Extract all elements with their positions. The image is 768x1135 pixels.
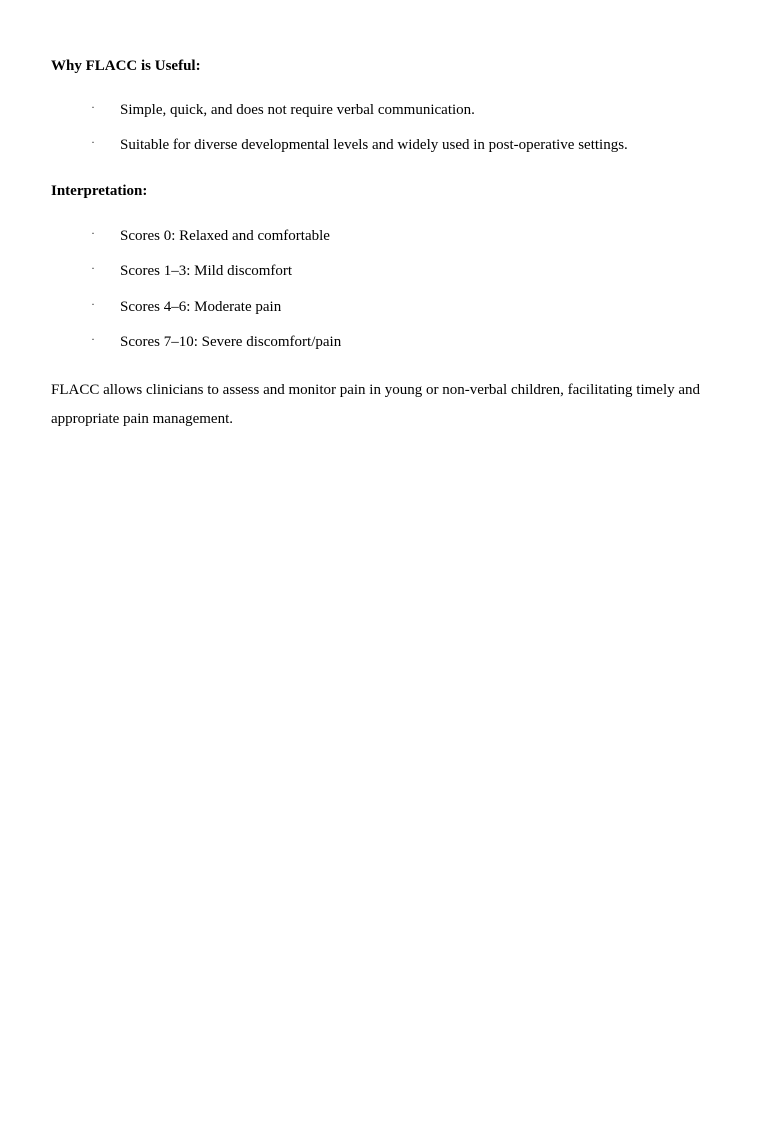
bullet-icon: · xyxy=(91,296,95,311)
list-item-text: Suitable for diverse developmental levels and widely used in post-operative settings. xyxy=(120,137,628,154)
list-item-text: Scores 0: Relaxed and comfortable xyxy=(120,228,330,244)
list-item-text: Scores 4–6: Moderate pain xyxy=(120,298,282,315)
bullet-icon: · xyxy=(91,135,95,150)
bullet-icon: · xyxy=(91,332,95,347)
bullet-icon: · xyxy=(91,226,95,240)
section-heading-interpretation: Interpretation: xyxy=(51,183,148,199)
section-heading-why-flacc: Why FLACC is Useful: xyxy=(51,58,201,74)
bullet-icon: · xyxy=(91,261,95,276)
bullet-icon: · xyxy=(91,100,95,114)
list-item-text: Scores 1–3: Mild discomfort xyxy=(120,263,293,280)
closing-paragraph: FLACC allows clinicians to assess and monitor pain in young or non-verbal children, facilitating timely and appropriate pain management. xyxy=(51,382,701,427)
list-item-text: Simple, quick, and does not require verbal communication. xyxy=(120,102,475,118)
list-item-text: Scores 7–10: Severe discomfort/pain xyxy=(120,334,342,351)
